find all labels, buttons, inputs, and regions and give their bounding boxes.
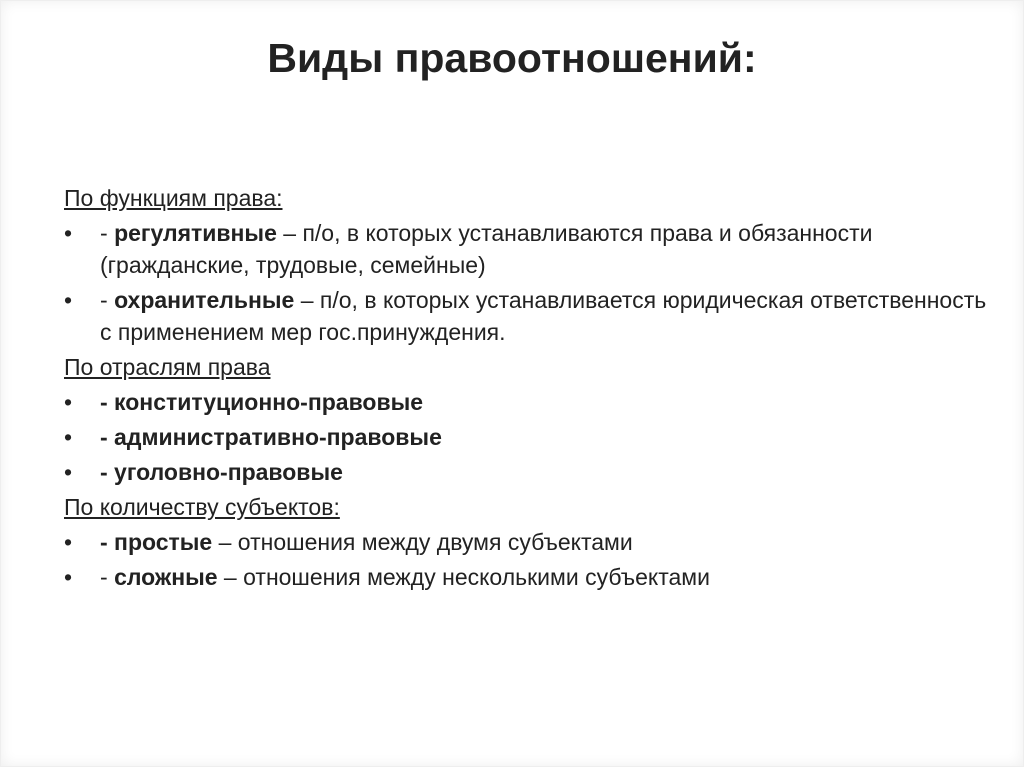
section-heading-subjects: По количеству субъектов:	[64, 494, 340, 520]
bullet-icon: •	[64, 529, 73, 555]
list-item-text	[100, 456, 994, 488]
item-description: – п/о, в которых устанавливается юридическая ответственность с применением мер гос.принуждения.	[100, 287, 987, 345]
slide-title: Виды правоотношений:	[267, 35, 757, 81]
item-description: – отношения между несколькими субъектами	[217, 564, 710, 590]
item-term: сложные	[114, 564, 218, 590]
list-item-text	[100, 526, 994, 558]
item-description: – отношения между двумя субъектами	[212, 529, 633, 555]
bullet-icon: •	[64, 220, 73, 246]
item-description: – п/о, в которых устанавливаются права и обязанности (гражданские, трудовые, семейные)	[100, 220, 873, 278]
item-prefix: -	[100, 220, 115, 246]
list-item	[64, 386, 994, 418]
item-term: - административно-правовые	[100, 424, 442, 450]
bullet-icon: •	[64, 459, 73, 485]
list-item	[64, 284, 994, 348]
bullet-icon: •	[64, 389, 73, 415]
bullet-icon: •	[64, 287, 73, 313]
bullet-icon: •	[64, 564, 73, 590]
list-item	[64, 217, 994, 281]
list-item	[64, 561, 994, 593]
slide-content	[64, 180, 994, 596]
item-term: - простые	[100, 529, 213, 555]
item-prefix: -	[100, 287, 115, 313]
list-item	[64, 456, 994, 488]
item-term: регулятивные	[114, 220, 277, 246]
section-heading-branches: По отраслям права	[64, 354, 271, 380]
list-item	[64, 421, 994, 453]
list-item-text	[100, 386, 994, 418]
list-item-text	[100, 217, 994, 281]
list-item-text	[100, 421, 994, 453]
section-heading-functions: По функциям права:	[64, 185, 283, 211]
item-term: - конституционно-правовые	[100, 389, 424, 415]
item-term: охранительные	[114, 287, 295, 313]
item-term: - уголовно-правовые	[100, 459, 343, 485]
bullet-icon: •	[64, 424, 73, 450]
list-item-text	[100, 284, 994, 348]
item-prefix: -	[100, 564, 115, 590]
list-item-text	[100, 561, 994, 593]
list-item	[64, 526, 994, 558]
